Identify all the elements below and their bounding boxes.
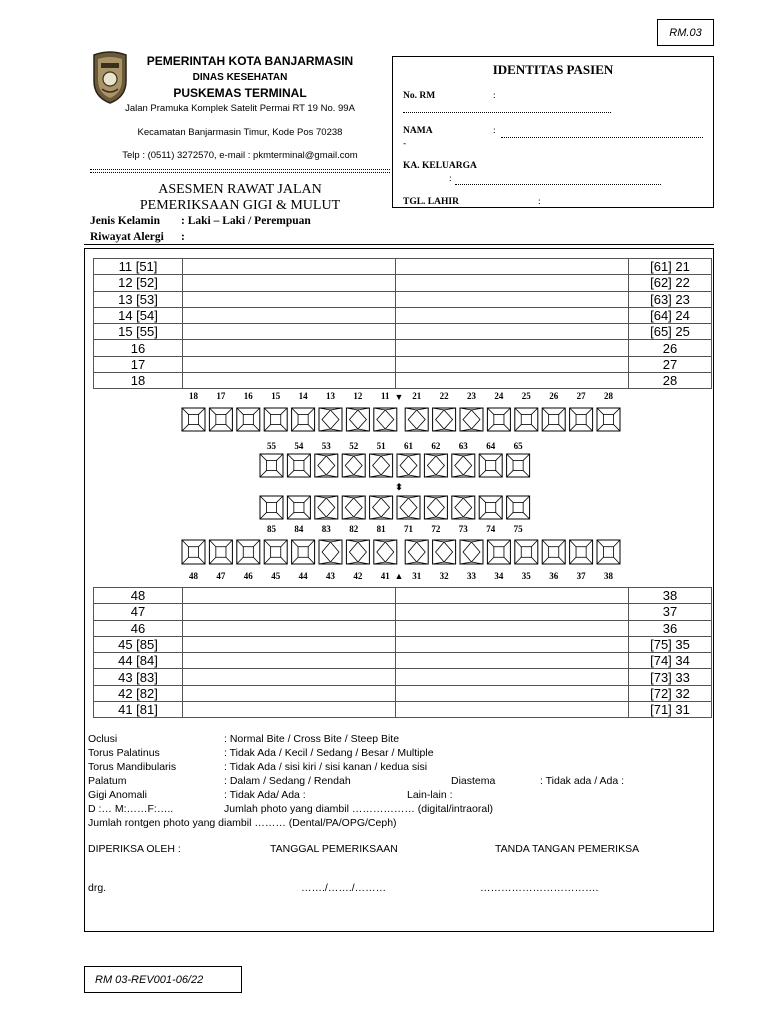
lower-tooth-row — [94, 702, 712, 718]
tooth-21[interactable] — [405, 408, 428, 431]
lower-tooth-row — [94, 685, 712, 701]
tooth-35[interactable] — [515, 540, 538, 564]
tooth-46[interactable] — [237, 540, 260, 564]
tooth-15[interactable] — [264, 408, 287, 431]
clinic-address: Jalan Pramuka Komplek Satelit Permai RT 19 No. 99A — [125, 103, 355, 114]
clinic-contact: Telp : (0511) 3272570, e-mail : pkmterminal@gmail.com — [122, 150, 358, 161]
oclusi-label: Oclusi — [88, 733, 118, 745]
tooth-label-46: 46 — [243, 571, 253, 581]
tooth-label-42: 42 — [353, 571, 363, 581]
tooth-label-22: 22 — [439, 391, 449, 401]
allergy-label: Riwayat Alergi — [90, 231, 164, 243]
dob-label: TGL. LAHIR — [403, 197, 459, 207]
torus-palatinus-options[interactable]: : Tidak Ada / Kecil / Sedang / Besar / Multiple — [224, 747, 434, 759]
tooth-note-right[interactable] — [396, 653, 629, 669]
family-label: KA. KELUARGA — [403, 161, 477, 171]
tooth-label-21: 21 — [412, 391, 422, 401]
lower-tooth-row — [94, 669, 712, 685]
tooth-label-55: 55 — [267, 441, 276, 451]
tooth-73[interactable] — [452, 496, 475, 519]
lower-tooth-row — [94, 604, 712, 620]
tooth-85[interactable] — [260, 496, 283, 519]
tooth-number-left: 42 [82] — [94, 685, 183, 701]
tooth-75[interactable] — [507, 496, 530, 519]
tooth-71[interactable] — [397, 496, 420, 519]
patient-identity-box — [392, 56, 714, 208]
name-colon: : — [493, 126, 496, 136]
tooth-label-17: 17 — [216, 391, 226, 401]
tooth-note-left[interactable] — [183, 340, 396, 356]
tooth-note-left[interactable] — [183, 636, 396, 652]
tooth-label-74: 74 — [486, 524, 496, 534]
tooth-number-left: 41 [81] — [94, 702, 183, 718]
clinic-district: Kecamatan Banjarmasin Timur, Kode Pos 70238 — [137, 127, 343, 138]
tooth-33[interactable] — [460, 540, 483, 564]
lower-tooth-row — [94, 653, 712, 669]
tooth-note-right[interactable] — [396, 604, 629, 620]
tooth-label-12: 12 — [353, 391, 363, 401]
tooth-63[interactable] — [452, 454, 475, 477]
tooth-note-left[interactable] — [183, 653, 396, 669]
tooth-label-37: 37 — [576, 571, 586, 581]
dob-colon: : — [538, 197, 541, 207]
tooth-label-23: 23 — [467, 391, 476, 401]
tooth-note-left[interactable] — [183, 356, 396, 372]
tooth-label-14: 14 — [298, 391, 308, 401]
tooth-74[interactable] — [479, 496, 502, 519]
exam-date-label: TANGGAL PEMERIKSAAN — [270, 843, 398, 855]
tooth-label-18: 18 — [189, 391, 198, 401]
palatum-label: Palatum — [88, 775, 127, 787]
tooth-label-15: 15 — [271, 391, 281, 401]
palatum-options[interactable]: : Dalam / Sedang / Rendah — [224, 775, 351, 787]
tooth-note-right[interactable] — [396, 620, 629, 636]
lower-teeth-table — [93, 587, 712, 718]
tooth-number-left: 15 [55] — [94, 324, 183, 340]
midline-marker-lower: ▲ — [394, 571, 404, 581]
lower-tooth-row — [94, 620, 712, 636]
tooth-label-38: 38 — [604, 571, 613, 581]
tooth-54[interactable] — [287, 454, 310, 477]
tooth-number-right: [73] 33 — [629, 669, 712, 685]
form-code: RM.03 — [657, 19, 714, 46]
tooth-64[interactable] — [479, 454, 502, 477]
tooth-note-left[interactable] — [183, 620, 396, 636]
tooth-label-31: 31 — [412, 571, 422, 581]
name-label: NAMA — [403, 126, 433, 136]
tooth-number-right: [61] 21 — [629, 259, 712, 275]
tooth-51[interactable] — [370, 454, 393, 477]
dentist-name-field[interactable]: drg. — [88, 882, 107, 894]
gender-label: Jenis Kelamin — [90, 215, 160, 227]
institution-name: PEMERINTAH KOTA BANJARMASIN — [146, 54, 354, 68]
tooth-note-left[interactable] — [183, 275, 396, 291]
diastema-options[interactable]: : Tidak ada / Ada : — [540, 775, 625, 787]
tooth-label-28: 28 — [604, 391, 613, 401]
tooth-note-right[interactable] — [396, 259, 629, 275]
lain-lain-label[interactable]: Lain-lain : — [407, 789, 453, 801]
form-subtitle: PEMERIKSAAN GIGI & MULUT — [139, 198, 341, 213]
tooth-label-16: 16 — [243, 391, 253, 401]
tooth-label-65: 65 — [513, 441, 523, 451]
tooth-note-right[interactable] — [396, 669, 629, 685]
gender-options[interactable]: : Laki – Laki / Perempuan — [181, 215, 311, 227]
tooth-number-right: [65] 25 — [629, 324, 712, 340]
tooth-number-right: [75] 35 — [629, 636, 712, 652]
exam-date-field[interactable]: ……./……./……… — [301, 882, 387, 894]
allergy-field[interactable]: : — [181, 231, 185, 243]
tooth-11[interactable] — [374, 408, 397, 431]
tooth-number-right: [71] 31 — [629, 702, 712, 718]
upper-tooth-row — [94, 340, 712, 356]
tooth-label-82: 82 — [349, 524, 359, 534]
tooth-note-left[interactable] — [183, 588, 396, 604]
tooth-note-left[interactable] — [183, 324, 396, 340]
tooth-number-left: 18 — [94, 373, 183, 389]
photo-count[interactable]: Jumlah photo yang diambil ……………… (digital/intraoral) — [224, 803, 494, 815]
tooth-note-left[interactable] — [183, 604, 396, 620]
clinic-name: PUSKEMAS TERMINAL — [173, 86, 307, 100]
examined-by-label: DIPERIKSA OLEH : — [88, 843, 181, 855]
tooth-number-left: 14 [54] — [94, 307, 183, 323]
tooth-label-44: 44 — [298, 571, 308, 581]
tooth-28[interactable] — [597, 408, 620, 431]
tooth-label-73: 73 — [458, 524, 468, 534]
tooth-number-right: [62] 22 — [629, 275, 712, 291]
tooth-26[interactable] — [542, 408, 565, 431]
form-title: ASESMEN RAWAT JALAN — [158, 182, 322, 197]
tooth-label-72: 72 — [431, 524, 441, 534]
tooth-number-right: 36 — [629, 620, 712, 636]
tooth-label-61: 61 — [404, 441, 413, 451]
family-colon: : — [449, 174, 452, 184]
tooth-48[interactable] — [182, 540, 205, 564]
letterhead-divider-2 — [90, 172, 390, 173]
department-name: DINAS KESEHATAN — [192, 72, 288, 83]
tooth-number-left: 48 — [94, 588, 183, 604]
tooth-note-right[interactable] — [396, 340, 629, 356]
torus-palatinus-label: Torus Palatinus — [88, 747, 160, 759]
tooth-number-left: 43 [83] — [94, 669, 183, 685]
tooth-number-left: 17 — [94, 356, 183, 372]
tooth-number-right: [63] 23 — [629, 291, 712, 307]
tooth-label-52: 52 — [349, 441, 359, 451]
tooth-number-left: 46 — [94, 620, 183, 636]
tooth-23[interactable] — [460, 408, 483, 431]
identity-title: IDENTITAS PASIEN — [492, 62, 614, 77]
rm-label: No. RM — [403, 91, 436, 101]
tooth-41[interactable] — [374, 540, 397, 564]
tooth-37[interactable] — [570, 540, 593, 564]
tooth-number-right: 37 — [629, 604, 712, 620]
tooth-43[interactable] — [319, 540, 342, 564]
tooth-62[interactable] — [424, 454, 447, 477]
tooth-13[interactable] — [319, 408, 342, 431]
tooth-52[interactable] — [342, 454, 365, 477]
family-field[interactable] — [455, 184, 661, 185]
tooth-47[interactable] — [209, 540, 232, 564]
tooth-note-left[interactable] — [183, 291, 396, 307]
signature-field[interactable]: ……………………………. — [480, 882, 599, 894]
tooth-note-right[interactable] — [396, 291, 629, 307]
tooth-32[interactable] — [433, 540, 456, 564]
tooth-45[interactable] — [264, 540, 287, 564]
torus-mandibularis-options[interactable]: : Tidak Ada / sisi kiri / sisi kanan / kedua sisi — [224, 761, 428, 773]
tooth-label-54: 54 — [294, 441, 304, 451]
footer-form-code: RM 03-REV001-06/22 — [84, 966, 242, 993]
tooth-42[interactable] — [346, 540, 369, 564]
midline-marker-center: ⬍ — [395, 482, 403, 492]
tooth-number-left: 44 [84] — [94, 653, 183, 669]
tooth-label-48: 48 — [189, 571, 198, 581]
tooth-number-right: 26 — [629, 340, 712, 356]
tooth-81[interactable] — [370, 496, 393, 519]
tooth-14[interactable] — [292, 408, 315, 431]
tooth-72[interactable] — [424, 496, 447, 519]
tooth-number-left: 13 [53] — [94, 291, 183, 307]
tooth-label-25: 25 — [521, 391, 531, 401]
tooth-label-41: 41 — [380, 571, 390, 581]
rontgen-count[interactable]: Jumlah rontgen photo yang diambil ……… (Dental/PA/OPG/Ceph) — [88, 817, 397, 829]
upper-tooth-row — [94, 307, 712, 323]
tooth-number-left: 47 — [94, 604, 183, 620]
tooth-label-33: 33 — [467, 571, 476, 581]
tooth-note-right[interactable] — [396, 702, 629, 718]
tooth-number-right: 27 — [629, 356, 712, 372]
tooth-36[interactable] — [542, 540, 565, 564]
tooth-label-43: 43 — [326, 571, 335, 581]
upper-teeth-table — [93, 258, 712, 389]
tooth-note-left[interactable] — [183, 669, 396, 685]
tooth-label-26: 26 — [549, 391, 559, 401]
tooth-number-left: 45 [85] — [94, 636, 183, 652]
tooth-note-left[interactable] — [183, 702, 396, 718]
tooth-label-85: 85 — [267, 524, 276, 534]
tooth-55[interactable] — [260, 454, 283, 477]
tooth-number-right: 38 — [629, 588, 712, 604]
tooth-label-34: 34 — [494, 571, 504, 581]
tooth-label-11: 11 — [381, 391, 390, 401]
rm-colon: : — [493, 91, 496, 101]
upper-tooth-row — [94, 275, 712, 291]
gigi-anomali-options[interactable]: : Tidak Ada/ Ada : — [224, 789, 306, 801]
tooth-83[interactable] — [315, 496, 338, 519]
torus-mandibularis-label: Torus Mandibularis — [88, 761, 177, 773]
tooth-label-36: 36 — [549, 571, 559, 581]
tooth-note-left[interactable] — [183, 685, 396, 701]
tooth-note-right[interactable] — [396, 275, 629, 291]
tooth-label-71: 71 — [404, 524, 413, 534]
tooth-number-right: [74] 34 — [629, 653, 712, 669]
tooth-44[interactable] — [292, 540, 315, 564]
tooth-24[interactable] — [487, 408, 510, 431]
tooth-label-53: 53 — [321, 441, 331, 451]
tooth-note-left[interactable] — [183, 259, 396, 275]
tooth-note-right[interactable] — [396, 685, 629, 701]
upper-tooth-row — [94, 324, 712, 340]
section-divider — [84, 244, 714, 245]
tooth-12[interactable] — [346, 408, 369, 431]
midline-marker-upper: ▼ — [394, 392, 404, 402]
tooth-61[interactable] — [397, 454, 420, 477]
tooth-16[interactable] — [237, 408, 260, 431]
tooth-note-right[interactable] — [396, 307, 629, 323]
tooth-38[interactable] — [597, 540, 620, 564]
name-field[interactable] — [501, 137, 703, 138]
dmf-index[interactable]: D :… M:……F:….. — [88, 803, 174, 815]
tooth-label-45: 45 — [271, 571, 281, 581]
upper-tooth-row — [94, 356, 712, 372]
tooth-label-27: 27 — [576, 391, 586, 401]
tooth-label-84: 84 — [294, 524, 304, 534]
diastema-label: Diastema — [451, 775, 496, 787]
tooth-label-62: 62 — [431, 441, 441, 451]
tooth-note-right[interactable] — [396, 636, 629, 652]
tooth-65[interactable] — [507, 454, 530, 477]
tooth-31[interactable] — [405, 540, 428, 564]
tooth-note-right[interactable] — [396, 324, 629, 340]
tooth-label-35: 35 — [521, 571, 531, 581]
tooth-22[interactable] — [433, 408, 456, 431]
upper-tooth-row — [94, 259, 712, 275]
lower-tooth-row — [94, 588, 712, 604]
tooth-label-64: 64 — [486, 441, 496, 451]
tooth-number-left: 11 [51] — [94, 259, 183, 275]
tooth-84[interactable] — [287, 496, 310, 519]
name-continuation: - — [403, 139, 407, 149]
tooth-label-83: 83 — [321, 524, 331, 534]
letterhead-divider — [90, 169, 390, 170]
tooth-note-left[interactable] — [183, 307, 396, 323]
tooth-label-81: 81 — [376, 524, 386, 534]
odontogram — [84, 386, 714, 586]
tooth-label-75: 75 — [513, 524, 523, 534]
gigi-anomali-label: Gigi Anomali — [88, 789, 147, 801]
lower-tooth-row — [94, 636, 712, 652]
tooth-82[interactable] — [342, 496, 365, 519]
tooth-label-24: 24 — [494, 391, 504, 401]
rm-field[interactable] — [403, 112, 611, 113]
upper-tooth-row — [94, 291, 712, 307]
tooth-number-right: [64] 24 — [629, 307, 712, 323]
signature-label: TANDA TANGAN PEMERIKSA — [495, 843, 640, 855]
tooth-53[interactable] — [315, 454, 338, 477]
tooth-number-right: 28 — [629, 373, 712, 389]
tooth-18[interactable] — [182, 408, 205, 431]
tooth-27[interactable] — [570, 408, 593, 431]
tooth-34[interactable] — [487, 540, 510, 564]
tooth-label-13: 13 — [326, 391, 335, 401]
tooth-number-left: 16 — [94, 340, 183, 356]
tooth-number-right: [72] 32 — [629, 685, 712, 701]
tooth-number-left: 12 [52] — [94, 275, 183, 291]
tooth-25[interactable] — [515, 408, 538, 431]
tooth-note-right[interactable] — [396, 356, 629, 372]
tooth-label-47: 47 — [216, 571, 226, 581]
oclusi-options[interactable]: : Normal Bite / Cross Bite / Steep Bite — [224, 733, 400, 745]
tooth-note-right[interactable] — [396, 588, 629, 604]
tooth-17[interactable] — [209, 408, 232, 431]
tooth-label-51: 51 — [376, 441, 386, 451]
tooth-label-63: 63 — [458, 441, 468, 451]
tooth-label-32: 32 — [439, 571, 449, 581]
